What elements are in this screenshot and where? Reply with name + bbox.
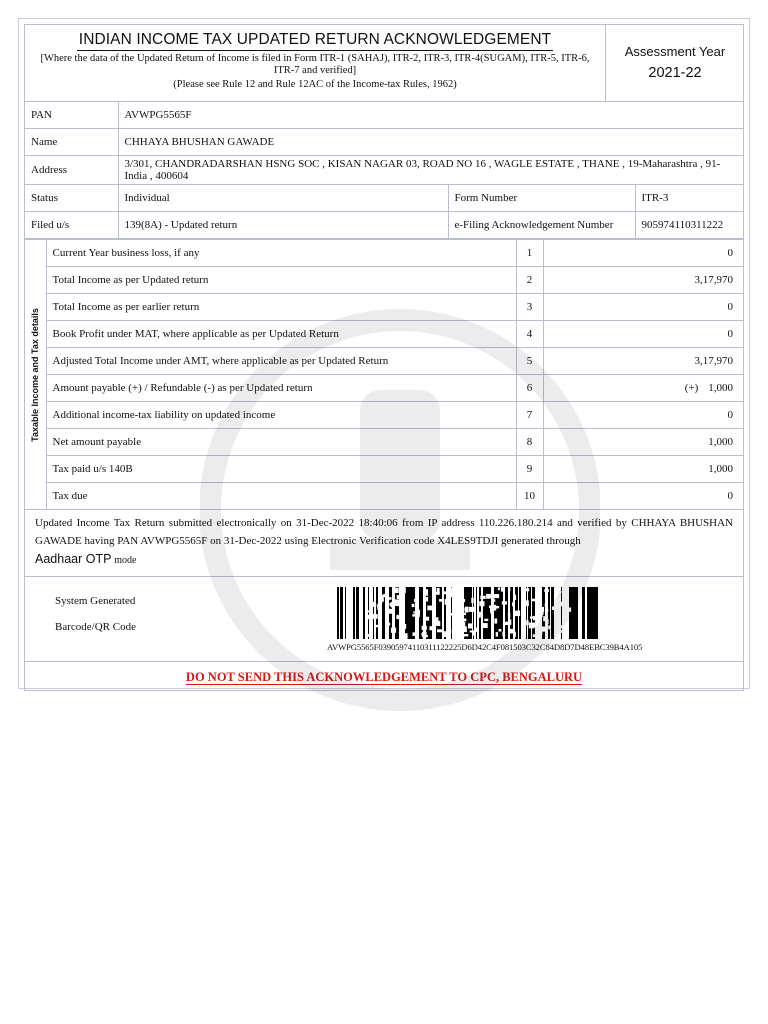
filed-row — [25, 212, 743, 239]
tax-row-number: 8 — [516, 429, 543, 456]
name-row — [25, 129, 743, 156]
tax-row-value-cell — [543, 456, 743, 483]
tax-details-table — [25, 239, 743, 510]
tax-row — [25, 348, 743, 375]
tax-row-number: 4 — [516, 321, 543, 348]
address-value: 3/301, CHANDRADARSHAN HSNG SOC , KISAN NAGAR 03, ROAD NO 16 , WAGLE ESTATE , THANE , 19-Maharashtra , 91-India , 400604 — [118, 156, 743, 185]
status-row — [25, 185, 743, 212]
form-subtitle: [Where the data of the Updated Return of Income is filed in Form ITR-1 (SAHAJ), ITR-2, ITR-3, ITR-4(SUGAM), ITR-5, ITR-6, ITR-7 and verified] — [40, 53, 590, 76]
tax-row-value-cell — [543, 402, 743, 429]
tax-row-number: 10 — [516, 483, 543, 510]
tax-side-label: Taxable Income and Tax details — [30, 307, 41, 442]
tax-row-value-cell — [543, 267, 743, 294]
assessment-year-value: 2021-22 — [648, 65, 702, 81]
tax-row — [25, 429, 743, 456]
tax-row-label: Adjusted Total Income under AMT, where applicable as per Updated Return — [46, 348, 516, 375]
system-generated-label: System Generated — [55, 595, 136, 607]
barcode-image — [337, 587, 599, 639]
tax-row-number: 5 — [516, 348, 543, 375]
verification-statement — [25, 510, 743, 577]
tax-row-number: 3 — [516, 294, 543, 321]
pan-value: AVWPG5565F — [118, 102, 743, 129]
tax-row — [25, 267, 743, 294]
tax-row-value: 1,000 — [708, 382, 733, 394]
tax-row-value-cell — [543, 348, 743, 375]
form-header — [25, 25, 743, 102]
address-label: Address — [25, 156, 118, 185]
assessment-year-block — [606, 25, 744, 101]
ack-number-value: 905974110311222 — [635, 212, 743, 239]
tax-row-label: Total Income as per earlier return — [46, 294, 516, 321]
status-value: Individual — [118, 185, 448, 212]
ack-number-label: e-Filing Acknowledgement Number — [448, 212, 635, 239]
pan-label: PAN — [25, 102, 118, 129]
form-rule-note: (Please see Rule 12 and Rule 12AC of the Income-tax Rules, 1962) — [173, 79, 457, 90]
tax-row-label: Book Profit under MAT, where applicable as per Updated Return — [46, 321, 516, 348]
cpc-warning-text: DO NOT SEND THIS ACKNOWLEDGEMENT TO CPC, BENGALURU — [185, 670, 583, 684]
tax-row-number: 1 — [516, 240, 543, 267]
tax-row-value: 0 — [727, 409, 733, 421]
name-value: CHHAYA BHUSHAN GAWADE — [118, 129, 743, 156]
barcode-section — [25, 577, 743, 662]
form-number-label: Form Number — [448, 185, 635, 212]
tax-row-label: Current Year business loss, if any — [46, 240, 516, 267]
tax-row — [25, 483, 743, 510]
tax-row-number: 7 — [516, 402, 543, 429]
cpc-warning — [25, 662, 743, 690]
tax-row — [25, 321, 743, 348]
tax-row-value-cell — [543, 429, 743, 456]
barcode-string: AVWPG5565F03905974110311122225D6D42C4F081503C32C84D8D7D48EBC39B4A105 — [327, 642, 643, 652]
tax-details-section — [25, 239, 743, 510]
tax-row-value: 0 — [727, 490, 733, 502]
tax-row-label: Tax due — [46, 483, 516, 510]
tax-row — [25, 240, 743, 267]
form-number-value: ITR-3 — [635, 185, 743, 212]
tax-row-sign: (+) — [684, 382, 699, 394]
tax-row-label: Net amount payable — [46, 429, 516, 456]
address-row — [25, 156, 743, 185]
tax-row-value-cell — [543, 483, 743, 510]
tax-row-value-cell — [543, 375, 743, 402]
title-block — [25, 25, 606, 101]
status-label: Status — [25, 185, 118, 212]
tax-side-label-cell — [25, 240, 46, 510]
tax-row-label: Tax paid u/s 140B — [46, 456, 516, 483]
tax-row-label: Additional income-tax liability on updated income — [46, 402, 516, 429]
tax-row-value: 0 — [727, 328, 733, 340]
barcode-qr-label: Barcode/QR Code — [55, 621, 136, 633]
tax-row — [25, 456, 743, 483]
tax-row — [25, 294, 743, 321]
filed-us-label: Filed u/s — [25, 212, 118, 239]
tax-row — [25, 375, 743, 402]
tax-row-value: 1,000 — [708, 463, 733, 475]
tax-row-number: 2 — [516, 267, 543, 294]
tax-row-value: 3,17,970 — [694, 274, 733, 286]
tax-row-label: Amount payable (+) / Refundable (-) as per Updated return — [46, 375, 516, 402]
pan-row — [25, 102, 743, 129]
taxpayer-info-table — [25, 102, 743, 239]
name-label: Name — [25, 129, 118, 156]
verification-text: Updated Income Tax Return submitted electronically on 31-Dec-2022 18:40:06 from IP address 110.226.180.214 and verified by CHHAYA BHUSHAN GAWADE having PAN AVWPG5565F on 31-Dec-2022 using Electronic Verification code X4LES9TDJI generated through — [35, 517, 733, 547]
form-title: INDIAN INCOME TAX UPDATED RETURN ACKNOWLEDGEMENT — [77, 31, 553, 51]
tax-row-number: 9 — [516, 456, 543, 483]
tax-row-value-cell — [543, 321, 743, 348]
tax-row-number: 6 — [516, 375, 543, 402]
tax-row-value-cell — [543, 294, 743, 321]
assessment-year-label: Assessment Year — [624, 44, 726, 59]
acknowledgement-form — [24, 24, 744, 691]
tax-row-value: 1,000 — [708, 436, 733, 448]
filed-us-value: 139(8A) - Updated return — [118, 212, 448, 239]
tax-row-label: Total Income as per Updated return — [46, 267, 516, 294]
verification-mode-suffix: mode — [114, 555, 137, 566]
tax-row-value: 0 — [727, 247, 733, 259]
verification-mode: Aadhaar OTP — [35, 552, 112, 566]
tax-row-value: 3,17,970 — [694, 355, 733, 367]
tax-row — [25, 402, 743, 429]
tax-row-value-cell — [543, 240, 743, 267]
tax-row-value: 0 — [727, 301, 733, 313]
